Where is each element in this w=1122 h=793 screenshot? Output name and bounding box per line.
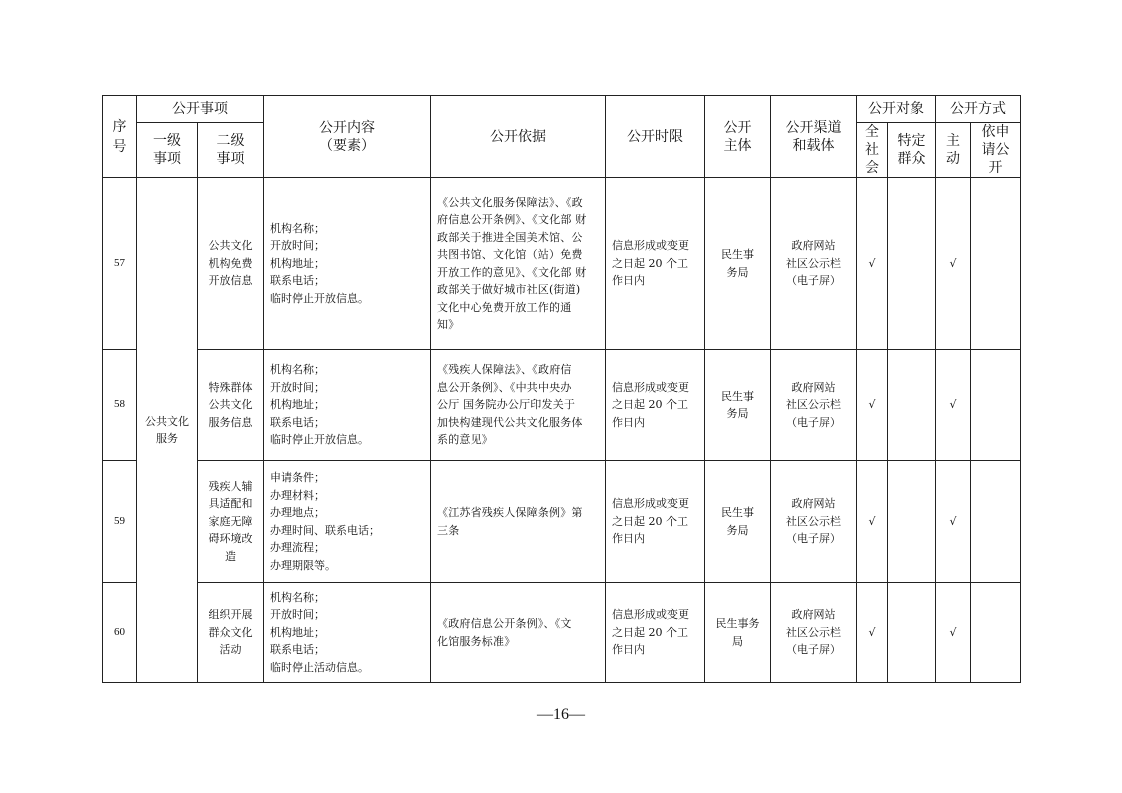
page-number: —16— [537,706,585,723]
table-row [103,461,1021,583]
header-active: 主动 [936,123,971,178]
row-seq: 59 [103,461,137,583]
on-request-check [971,583,1021,683]
header-all-society: 全社会 [857,123,888,178]
header-object-group: 公开对象 [857,96,936,123]
channel-cell: 政府网站 社区公示栏 （电子屏） [771,583,857,683]
category-cell: 公共文化服务 [137,178,198,683]
on-request-check [971,350,1021,461]
specific-group-check [888,461,936,583]
content-cell: 申请条件； 办理材料； 办理地点； 办理时间、联系电话； 办理流程； 办理期限等。 [264,461,431,583]
header-basis: 公开依据 [431,96,606,178]
content-cell: 机构名称； 开放时间； 机构地址； 联系电话； 临时停止活动信息。 [264,583,431,683]
row-seq: 57 [103,178,137,350]
all-society-check: √ [857,461,888,583]
time-limit-cell: 信息形成或变更 之日起 20 个工 作日内 [606,178,705,350]
header-time-limit: 公开时限 [606,96,705,178]
channel-cell: 政府网站 社区公示栏 （电子屏） [771,178,857,350]
time-limit-cell: 信息形成或变更 之日起 20 个工 作日内 [606,350,705,461]
level2-cell: 残疾人辅 具适配和 家庭无障 碍环境改 造 [198,461,264,583]
level2-cell: 特殊群体 公共文化 服务信息 [198,350,264,461]
all-society-check: √ [857,178,888,350]
active-check: √ [936,178,971,350]
header-content: 公开内容（要素） [264,96,431,178]
all-society-check: √ [857,350,888,461]
table-row [103,178,1021,350]
content-cell: 机构名称； 开放时间； 机构地址； 联系电话； 临时停止开放信息。 [264,178,431,350]
table-header [103,96,1021,178]
level2-cell: 公共文化 机构免费 开放信息 [198,178,264,350]
basis-cell: 《江苏省残疾人保障条例》第 三条 [431,461,606,583]
on-request-check [971,178,1021,350]
specific-group-check [888,178,936,350]
active-check: √ [936,350,971,461]
basis-cell: 《残疾人保障法》、《政府信 息公开条例》、《中共中央办 公厅 国务院办公厅印发关于 加快构建现代公共文化服务体 系的意见》 [431,350,606,461]
header-subject: 公开主体 [705,96,771,178]
subject-cell: 民生事 务局 [705,461,771,583]
level2-cell: 组织开展 群众文化 活动 [198,583,264,683]
disclosure-table [102,95,1021,683]
header-method-group: 公开方式 [936,96,1021,123]
row-seq: 58 [103,350,137,461]
channel-cell: 政府网站 社区公示栏 （电子屏） [771,461,857,583]
subject-cell: 民生事 务局 [705,178,771,350]
subject-cell: 民生事务 局 [705,583,771,683]
header-level1: 一级事项 [137,123,198,178]
header-channel: 公开渠道和载体 [771,96,857,178]
active-check: √ [936,583,971,683]
table-row [103,583,1021,683]
basis-cell: 《公共文化服务保障法》、《政 府信息公开条例》、《文化部 财 政部关于推进全国美术馆、公 共图书馆、文化馆（站）免费 开放工作的意见》、《文化部 财 政部关于做好城市社区(街道) 文化中心免费开放工作的通 知》 [431,178,606,350]
specific-group-check [888,583,936,683]
header-seq: 序号 [103,96,137,178]
on-request-check [971,461,1021,583]
time-limit-cell: 信息形成或变更 之日起 20 个工 作日内 [606,583,705,683]
active-check: √ [936,461,971,583]
specific-group-check [888,350,936,461]
channel-cell: 政府网站 社区公示栏 （电子屏） [771,350,857,461]
header-level2: 二级事项 [198,123,264,178]
content-cell: 机构名称； 开放时间； 机构地址； 联系电话； 临时停止开放信息。 [264,350,431,461]
header-item-group: 公开事项 [137,96,264,123]
header-specific-group: 特定群众 [888,123,936,178]
subject-cell: 民生事 务局 [705,350,771,461]
table-row [103,350,1021,461]
time-limit-cell: 信息形成或变更 之日起 20 个工 作日内 [606,461,705,583]
header-on-request: 依申请公开 [971,123,1021,178]
row-seq: 60 [103,583,137,683]
basis-cell: 《政府信息公开条例》、《文 化馆服务标准》 [431,583,606,683]
all-society-check: √ [857,583,888,683]
